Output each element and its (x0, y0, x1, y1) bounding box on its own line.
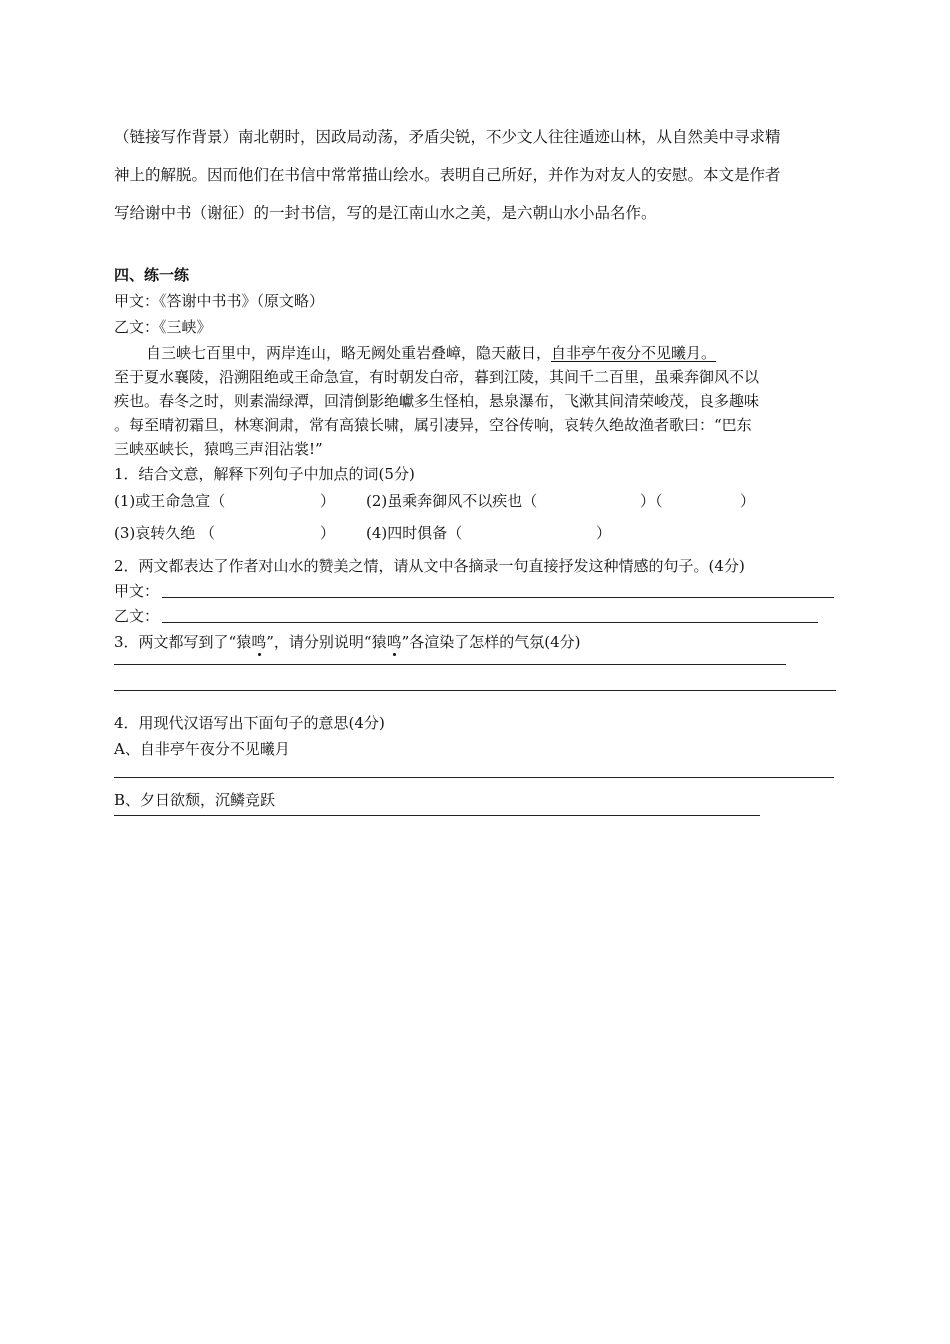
q2-answer-line-a[interactable] (162, 597, 834, 598)
background-line-1: （链接写作背景）南北朝时，因政局动荡，矛盾尖锐，不少文人往往遁迹山林，从自然美中寻求精 (114, 128, 781, 146)
q1-item-1-close: ） (320, 492, 336, 510)
question-2: 2．两文都表达了作者对山水的赞美之情，请从文中各摘录一句直接抒发这种情感的句子。(4分) (114, 557, 745, 575)
q2-label-b: 乙文： (114, 607, 160, 625)
passage-underlined-sentence: 自非亭午夜分不见曦月。 (551, 344, 717, 362)
passage-line-1 (146, 342, 716, 363)
passage-line-5: 三峡巫峡长，猿鸣三声泪沾裳!” (114, 440, 323, 458)
q1-item-1: (1)或王命急宣（ (114, 492, 226, 510)
q1-item-2-close: ） (740, 492, 756, 510)
background-line-3: 写给谢中书（谢征）的一封书信，写的是江南山水之美，是六朝山水小品名作。 (114, 204, 657, 222)
question-1: 1．结合文意，解释下列句子中加点的词(5分) (114, 465, 415, 483)
q1-item-3: (3)哀转久绝 （ (114, 524, 216, 542)
q1-item-2: (2)虽乘奔御风不以疾也（ (366, 492, 538, 510)
passage-line-1-a: 自三峡七百里中，两岸连山，略无阙处重岩叠嶂，隐天蔽日， (146, 344, 552, 362)
q2-answer-line-b[interactable] (162, 622, 818, 623)
q4-answer-line-b[interactable] (114, 815, 760, 816)
background-line-2: 神上的解脱。因而他们在书信中常常描山绘水。表明自己所好，并作为对友人的安慰。本文是作者 (114, 166, 781, 184)
section-title: 四、练一练 (114, 266, 190, 284)
q1-item-4-close: ） (596, 524, 612, 542)
q4-item-b: B、夕日欲颓，沉鳞竞跃 (114, 791, 276, 809)
question-3: 3．两文都写到了“猿鸣”，请分别说明“猿鸣”各渲染了怎样的气氛(4分) (114, 633, 581, 651)
passage-line-3: 疾也。春冬之时，则素湍绿潭，回清倒影绝巘多生怪柏，悬泉瀑布，飞漱其间清荣峻茂，良多趣味 (114, 392, 760, 410)
q1-item-4: (4)四时俱备（ (366, 524, 463, 542)
q1-item-3-close: ） (320, 524, 336, 542)
q3-dotted-char-2: 鸣 (386, 633, 402, 651)
q3-answer-line-1[interactable] (114, 664, 786, 665)
q3-answer-line-2[interactable] (114, 690, 836, 691)
q4-answer-line-a[interactable] (114, 777, 834, 778)
q4-item-a: A、自非亭午夜分不见曦月 (114, 740, 290, 758)
passage-line-2: 至于夏水襄陵，沿溯阻绝或王命急宣，有时朝发白帝，暮到江陵，其间千二百里，虽乘奔御风不以 (114, 368, 760, 386)
q2-label-a: 甲文： (114, 582, 160, 600)
q3-dotted-char-1: 鸣 (251, 633, 267, 651)
text-a-label: 甲文：《答谢中书书》（原文略） (114, 292, 325, 310)
passage-line-4: 。每至晴初霜旦，林寒涧肃，常有高猿长啸，属引凄异，空谷传响，哀转久绝故渔者歌曰：“巴东 (114, 416, 752, 434)
text-b-label: 乙文：《三峡》 (114, 318, 212, 336)
q1-item-2-mid: ）（ (640, 492, 663, 510)
question-4: 4．用现代汉语写出下面句子的意思(4分) (114, 714, 385, 732)
